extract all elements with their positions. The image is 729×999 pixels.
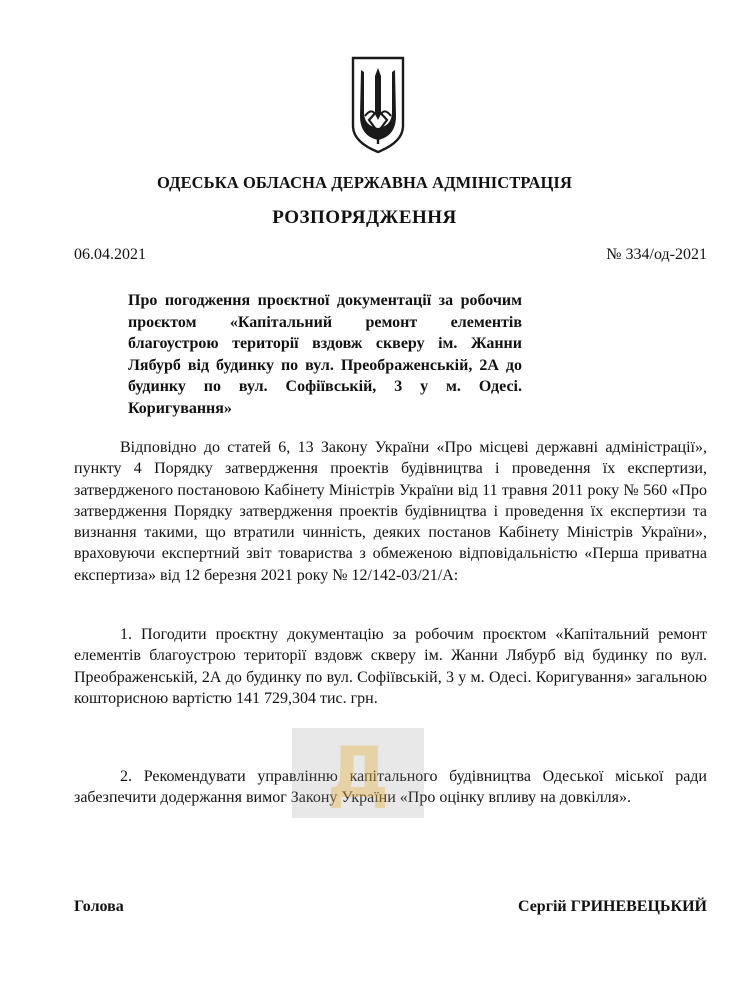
signatory-title: Голова bbox=[74, 898, 124, 915]
document-subject: Про погодження проєктної документації за робочим проєктом «Капітальний ремонт елементів благоустрою території вздовж скверу ім. Жанни Лябурб від будинку по вул. Преображенській, 2А до будинку по вул. Софіївській, 3 у м. Одесі. Коригування» bbox=[128, 292, 522, 417]
document-date: 06.04.2021 bbox=[74, 246, 146, 263]
document-type: РОЗПОРЯДЖЕННЯ bbox=[272, 207, 457, 228]
signatory-name: Сергій ГРИНЕВЕЦЬКИЙ bbox=[517, 898, 707, 915]
watermark-letter: Д bbox=[326, 732, 390, 814]
preamble-paragraph: Відповідно до статей 6, 13 Закону України «Про місцеві державні адміністрації», пункту 4 Порядку затвердження проектів будівництва і проведення їх експертизи, затвердженого постановою Кабінету Міністрів України від 11 травня 2011 року № 560 «Про затвердження Порядку затвердження проектів будівництва і проведення їх експертизи та визнання такими, що втратили чинність, деяких постанов Кабінету Міністрів України», враховуючи експертний звіт товариства з обмеженою відповідальністю «Перша приватна експертиза» від 12 березня 2021 року № 12/142-03/21/А: bbox=[74, 439, 707, 584]
trident-coat-of-arms-icon bbox=[351, 56, 405, 154]
order-item-2: 2. Рекомендувати управлінню капітального будівництва Одеської міської ради забезпечити додержання вимог Закону України «Про оцінку впливу на довкілля». bbox=[74, 768, 707, 807]
order-item-1: 1. Погодити проєктну документацію за робочим проєктом «Капітальний ремонт елементів благоустрою території вздовж скверу ім. Жанни Лябурб від будинку по вул. Преображенській, 2А до будинку по вул. Софіївській, 3 у м. Одесі. Коригування» загальною кошторисною вартістю 141 729,304 тис. грн. bbox=[74, 626, 707, 707]
document-number: № 334/од-2021 bbox=[606, 246, 707, 263]
organization-name: ОДЕСЬКА ОБЛАСНА ДЕРЖАВНА АДМІНІСТРАЦІЯ bbox=[157, 173, 572, 192]
